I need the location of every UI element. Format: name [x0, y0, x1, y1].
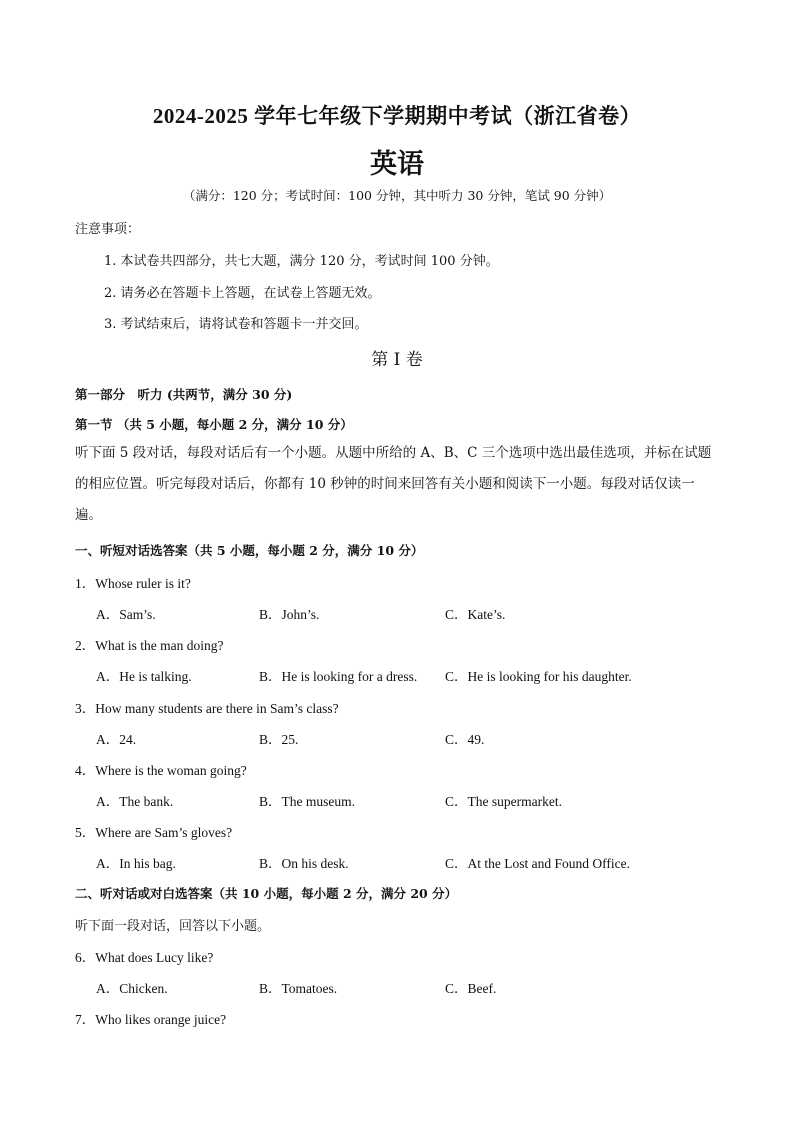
- question-5: 5．Where are Sam’s gloves?: [75, 825, 233, 840]
- q6-option-b: B．Tomatoes.: [259, 981, 338, 996]
- q3-option-b: B．25.: [259, 732, 299, 747]
- question-4: 4．Where is the woman going?: [75, 763, 247, 778]
- notice-heading: 注意事项：: [75, 222, 141, 237]
- question-1: 1．Whose ruler is it?: [75, 576, 191, 591]
- part-heading: 第一部分 听力 (共两节，满分 30 分): [75, 387, 293, 402]
- group-2-instruction: 听下面一段对话，回答以下小题。: [75, 919, 271, 934]
- q5-option-a: A．In his bag.: [96, 856, 176, 871]
- exam-info: （满分：120 分；考试时间：100 分钟，其中听力 30 分钟，笔试 90 分钟）: [182, 188, 612, 203]
- instruction-paragraph: 听下面 5 段对话，每段对话后有一个小题。从题中所给的 A、B、C 三个选项中选出最佳选项，并标在试题的相应位置。听完每段对话后，你都有 10 秒钟的时间来回答有关小题和阅读下一小题。每段对话仅读一遍。: [75, 445, 712, 523]
- q1-option-c: C．Kate’s.: [445, 607, 506, 622]
- q6-option-c: C．Beef.: [445, 981, 497, 996]
- q4-option-c: C．The supermarket.: [445, 794, 562, 809]
- q5-option-c: C．At the Lost and Found Office.: [445, 856, 630, 871]
- q4-option-b: B．The museum.: [259, 794, 355, 809]
- section-title: 第 I 卷: [371, 350, 423, 370]
- question-7: 7．Who likes orange juice?: [75, 1012, 227, 1027]
- notice-item-2: 2. 请务必在答题卡上答题，在试卷上答题无效。: [104, 286, 381, 301]
- q1-option-b: B．John’s.: [259, 607, 320, 622]
- q2-option-a: A．He is talking.: [96, 669, 192, 684]
- notice-item-3: 3. 考试结束后，请将试卷和答题卡一并交回。: [104, 317, 368, 332]
- group-2-heading: 二、听对话或对白选答案（共 10 小题，每小题 2 分，满分 20 分）: [75, 886, 458, 901]
- exam-title: 2024-2025 学年七年级下学期期中考试（浙江省卷）: [152, 104, 642, 128]
- subsection-heading: 第一节 （共 5 小题，每小题 2 分，满分 10 分）: [75, 417, 353, 432]
- question-2: 2．What is the man doing?: [75, 638, 224, 653]
- subject-title: 英语: [370, 149, 424, 180]
- q2-option-b: B．He is looking for a dress.: [259, 669, 418, 684]
- q1-option-a: A．Sam’s.: [96, 607, 156, 622]
- q4-option-a: A．The bank.: [96, 794, 174, 809]
- q5-option-b: B．On his desk.: [259, 856, 349, 871]
- q2-option-c: C．He is looking for his daughter.: [445, 669, 632, 684]
- question-6: 6．What does Lucy like?: [75, 950, 214, 965]
- notice-item-1: 1. 本试卷共四部分，共七大题，满分 120 分，考试时间 100 分钟。: [104, 254, 499, 269]
- question-3: 3．How many students are there in Sam’s class?: [75, 701, 339, 716]
- q6-option-a: A．Chicken.: [96, 981, 168, 996]
- group-1-heading: 一、听短对话选答案（共 5 小题，每小题 2 分，满分 10 分）: [75, 543, 424, 558]
- q3-option-a: A．24.: [96, 732, 137, 747]
- q3-option-c: C．49.: [445, 732, 485, 747]
